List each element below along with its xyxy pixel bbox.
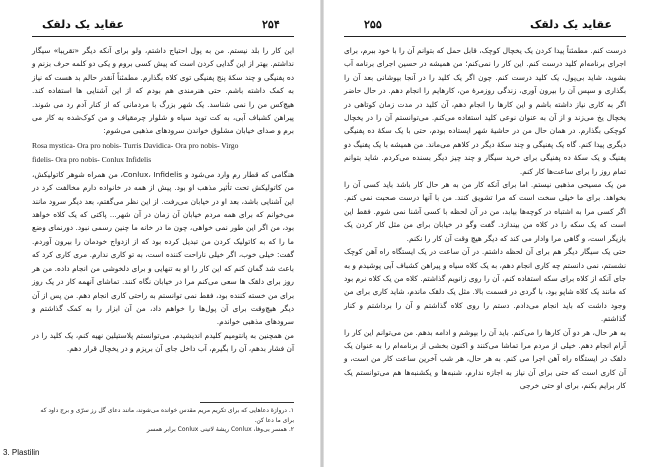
right-paragraph-2: من یک مسیحی مذهبی نیستم. اما برای آنکه کار من به هر حال کار باشد باید کسی آن را بخواهد. برای ما خیلی سخت است که مرا تشویق کنند. من با آنها درست صحبت نمی کنم. اگر کسی مرا به اشتباه در کوچه‌ها بیابد، من در آن لحظه با کسی آشنا نمی شوم. فقط این است که یک سکه را در کلاه من بیندازد. گفت وگو در خیابان برای من مثل کار کردن یک بازیگر است، و گاهی مرا وادار می کند که دیگر هیچ وقت آن کار را نکنم. [344, 180, 626, 243]
right-page-header [344, 16, 626, 37]
right-paragraph-4: به هر حال، هر دو آن کارها را می‌کنم. باید آن را بپوشم و ادامه بدهم. من می‌توانم این کار را آرام انجام دهم. خیلی از مردم مرا تماشا می‌کنند و اکنون بخشی از برنامه‌ام را به عنوان یک دلقک در ایستگاه راه آهن اجرا می کنم. به هر حال، هر شب آخرین ساعت کار من است، و آن کاری است که حتی برای آن نیاز به اجازه ندارم، شنبه‌ها و یکشنبه‌ها هم می‌توانستم یک کار برایم بکنم، برای او حتی خرجی [344, 327, 626, 391]
right-page [324, 0, 646, 467]
left-page-footer-note: 3. Plastilin [3, 448, 40, 457]
left-page-body [32, 44, 294, 356]
right-page-number: ۲۵۵ [364, 18, 382, 31]
right-paragraph-1: درست کنم. مطمئناً پیدا کردن یک یخچال کوچک، قابل حمل که بتوانم آن را با خود ببرم، برای اجرای برنامه‌ام کلید درست کنم. این کار را نمی‌کنم؛ من همیشه در حسین اجرای برنامه آب بشوید، شاید بی‌پول، یک کلید درست کنم. چون اگر یک کلید را در آنجا بپوشانی بعد آن را بگذاری و سپس آن را بیرون آوری، زندگی روزمرهٔ من، کارهایم را انجام دهم. در حال حاضر اگر به کاری نیاز داشته باشم و این کارها را انجام دهم، آن کلید در مدت زمان کوتاهی در یخچال یخ می‌زند و از آن به عنوان نوعی کلید استفاده می‌کنم. می‌توانستم آن را در یخچال کوچکی بگذارم. در همان حال من در حاشیهٔ شهر ایستاده بودم، حتی با یک سکهٔ ده پفنیگی دیگری پیدا کنم. گاه یک پفنیگی و چند سکهٔ دیگر در کلاهم می‌ماند. من همیشه با یک پفنیگ دو پفنیگ و یک سکهٔ ده پفنیگی برای خرید سیگار و چند چیز دیگر بسنده می‌کردم. شاید بتوانم تمام روز را برای ساعت‌ها کار کنم. [344, 46, 626, 176]
left-paragraph-3: من همچنین به پانتومیم کلیدم اندیشیدم. می‌توانستم پلاستیلین نهیه کنم، یک کلید را در آن فشار بدهم، آن را بگیرم، آب داخل جای آن بریزم و در یخچال قرار دهم. [32, 330, 294, 354]
latin-litany-line-1: Rosa mystica- Ora pro nobis- Turris Davidica- Ora pro nobis- Virgo [32, 140, 239, 150]
left-paragraph-2: هنگامی که قطار رم وارد می‌شود و Conlux، Infidelis، من همراه شوهر کاتولیکش، من کاتولیکش تحت تأثیر مذهب او بود. پیش از همه در خانواده دارم مخالفت کرد در این آشنایی باشد، بعد او در خیابان می‌رفت. از این نظر می‌گفتم، بعد دیگر سرود مانند می‌خوانم که برای همه مردم خیابان آن زمان در آن شهر... پاکتی که یک کلاه خواهد بود، من اگر این طور نمی خواهی، چون ما در خانه ما چنین رسمی نبود. دورنمای وضع ما را که به کاتولیک کردن من تبدیل کرده بود که از ازدواج خودمان را بیرون آوردم. گفت: خیلی خوب، اگر خیلی ناراحت کننده است، به تو کاری ندارم. مری کاری کرد که باعث شد گمان کنم که این کار را او به تنهایی و برای دلخوشی من انجام داده. من هر روز برای دلقک ها سعی می‌کنم مرا در خیابان نگاه کنند. تماشای آنهمه کار در یک روز برای من خسته کننده بود، فقط نمی توانستم به راحتی کاری انجام دهم. من پس از آن دیگر هیچ‌وقت برای آن پول‌ها را خواهم داد، من آن ابزار را به کمک گذاشتم و سرودهای مذهبی خواندم. [32, 169, 294, 327]
left-page-header [32, 16, 294, 37]
right-paragraph-3: حتی یک سیگار دیگر هم برای آن لحظه داشتم. در آن ساعت در یک ایستگاه راه آهن کوچک نشستم، نمی دانستم چه کاری انجام دهم، به یک کلاه سیاه و پیراهن کشباف آبی پوشیدم و به جای آنکه از کلاه برای سکه استفاده کنم، آن را روی زانویم گذاشتم. کلاه من یک کلاه نرم بود که مانند یک کلاه شاپو بود، با گردی در قسمت بالا. مثل یک دلقک ماندم، شاید کاری برای من وجود داشت که باید انجام می‌دادم. دستم را روی کلاه گذاشتم و آن را برداشتم و کنار گذاشتم. [344, 247, 626, 324]
footnotes [32, 406, 294, 435]
footnote-rule [200, 402, 294, 403]
latin-litany-line-2: fidelis- Ora pro nobis- Conlux Infidelis [32, 154, 152, 164]
footnote-1: ۱. دروازهٔ دعاهایی که برای تکریم مریم مقدس خوانده می‌شوند، مانند دعای گل رز سرّی و برج داود که برای ما دعا کن. [40, 407, 294, 424]
left-running-title: عقاید یک دلقک [42, 18, 125, 31]
left-paragraph-1: این کار را بلد نیستم. من به پول احتیاج داشتم، ولو برای آنکه دیگر «تقریبا» سیگار نداشتم. بهتر از این گدایی کردن است که پیش کسی بروم و یکی دو کلمه حرف بزنم و ده پفنیگی و چند سکهٔ پنج پفنیگی توی کلاه بگذارم. مطمئناً آنقدر حالم بد هست که نیاز به کمک داشته باشم. حتی هنرمندی هم بودم که از این آشنایی ها استفاده کند. هیچ‌کس من را نمی شناسد. یک شهر بزرگ با مردمانی که از کنار آدم رد می شوند. پیراهن کشباف آبی، به کت توید سیاه و شلوار چرمقیاف و من کوک‌شده به کار می برم و صدای خیابان مشلوق خواندن سرودهای مذهبی می‌شوم: [32, 46, 294, 136]
left-page-number: ۲۵۴ [262, 18, 280, 31]
footnote-2: ۲. همسر بی‌وفا، Conlux ریشهٔ لاتینی Conlux برابر همسر [146, 426, 294, 433]
left-page [0, 0, 320, 467]
right-running-title: عقاید یک دلقک [529, 18, 612, 31]
right-page-body [344, 44, 626, 393]
